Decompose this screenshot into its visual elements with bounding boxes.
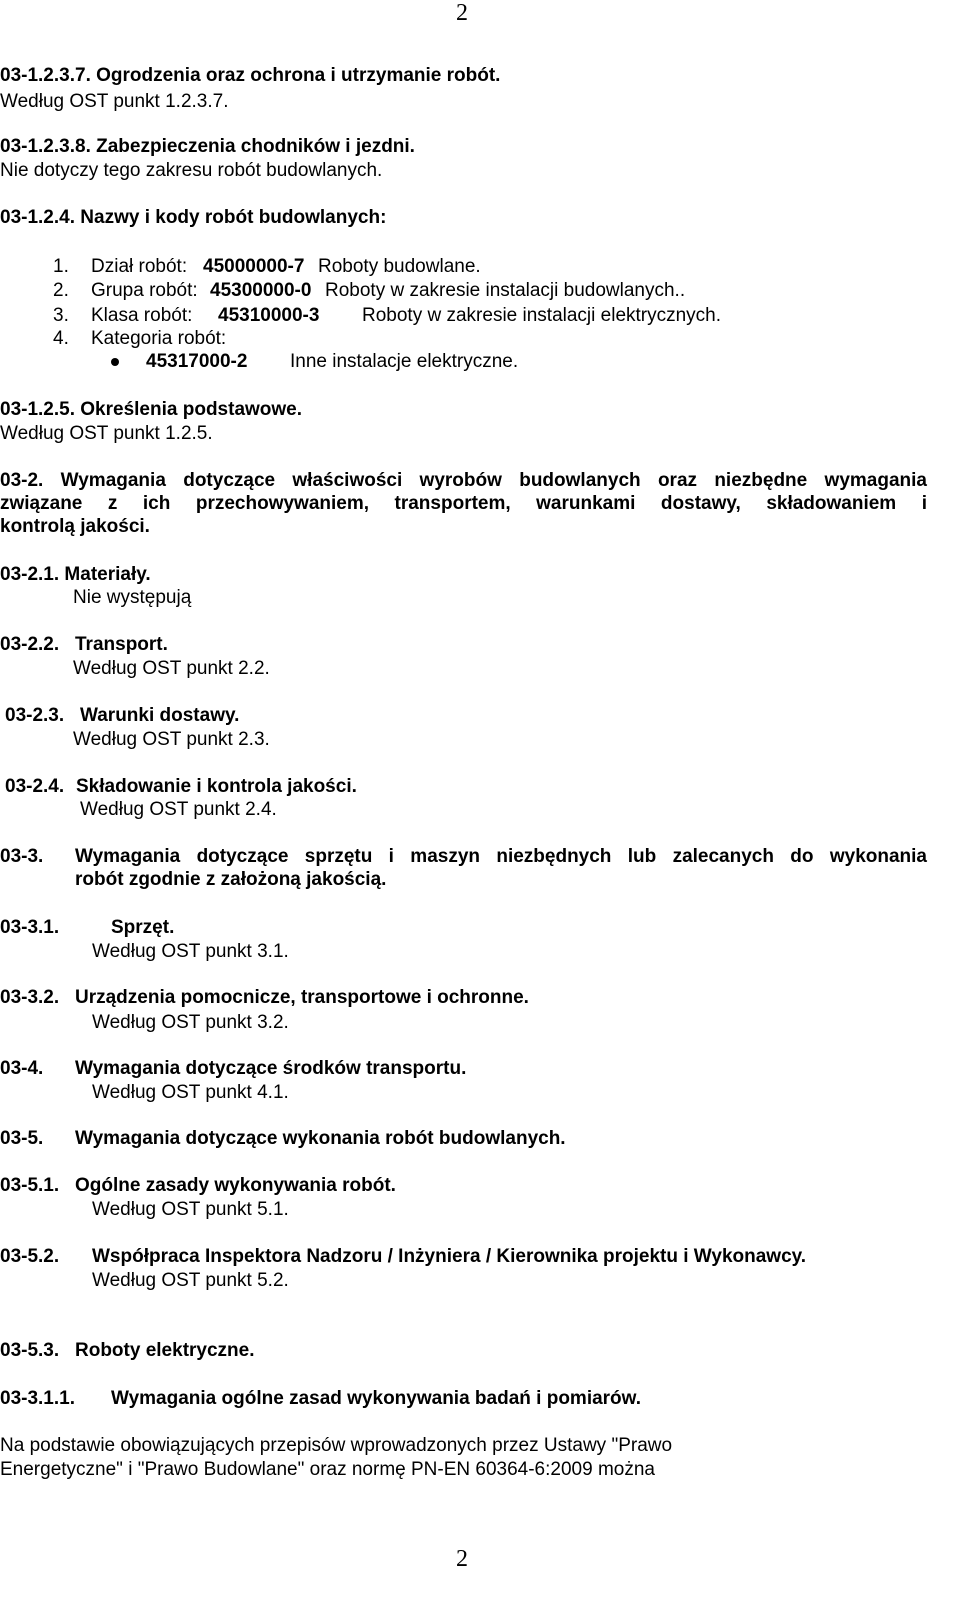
- section-heading: 03-1.2.5. Określenia podstawowe.: [0, 399, 303, 420]
- section-number: 03-2.: [0, 470, 44, 491]
- bullet-icon: [111, 358, 119, 366]
- list-label: Dział robót:: [91, 256, 188, 277]
- section-text: Według OST punkt 2.4.: [80, 799, 277, 820]
- section-number: 03-2.3.: [5, 705, 65, 726]
- section-text: Według OST punkt 1.2.3.7.: [0, 91, 229, 112]
- section-number: 03-5.3.: [0, 1340, 60, 1361]
- list-label: Grupa robót:: [91, 280, 198, 301]
- section-title: Roboty elektryczne.: [75, 1340, 255, 1361]
- section-heading: 03-1.2.3.7. Ogrodzenia oraz ochrona i utrzymanie robót.: [0, 65, 501, 86]
- list-code: 45000000-7: [203, 256, 305, 277]
- section-heading: 03-1.2.4. Nazwy i kody robót budowlanych:: [0, 207, 387, 228]
- section-text: Według OST punkt 5.1.: [92, 1199, 289, 1220]
- section-text: Nie występują: [73, 587, 192, 608]
- section-title: Wymagania ogólne zasad wykonywania badań i pomiarów.: [111, 1388, 642, 1409]
- section-title: Urządzenia pomocnicze, transportowe i ochronne.: [75, 987, 529, 1008]
- section-number: 03-2.4.: [5, 776, 65, 797]
- section-heading: 03-2.1. Materiały.: [0, 564, 151, 585]
- section-heading-line: [0, 470, 927, 492]
- list-description: Roboty w zakresie instalacji elektrycznych.: [362, 305, 722, 326]
- list-code: 45300000-0: [210, 280, 312, 301]
- section-text: Według OST punkt 5.2.: [92, 1270, 289, 1291]
- section-number: 03-5.1.: [0, 1175, 60, 1196]
- paragraph-line: Na podstawie obowiązujących przepisów wprowadzonych przez Ustawy "Prawo: [0, 1435, 673, 1456]
- section-title: Ogólne zasady wykonywania robót.: [75, 1175, 396, 1196]
- section-number: 03-2.2.: [0, 634, 60, 655]
- section-number: 03-3.2.: [0, 987, 60, 1008]
- list-number: 2.: [53, 280, 69, 301]
- section-heading-line: kontrolą jakości.: [0, 516, 150, 537]
- section-text: Według OST punkt 3.2.: [92, 1012, 289, 1033]
- page-number-bottom: 2: [456, 1546, 468, 1572]
- list-description: Roboty budowlane.: [318, 256, 481, 277]
- section-text: Według OST punkt 1.2.5.: [0, 423, 213, 444]
- section-title: robót zgodnie z założoną jakością.: [75, 869, 387, 890]
- section-text: Według OST punkt 2.2.: [73, 658, 270, 679]
- list-label: Klasa robót:: [91, 305, 193, 326]
- section-number: 03-5.2.: [0, 1246, 60, 1267]
- section-text: Nie dotyczy tego zakresu robót budowlanych.: [0, 160, 383, 181]
- section-number: 03-3.1.1.: [0, 1388, 75, 1409]
- section-title: Sprzęt.: [111, 917, 175, 938]
- list-label: Kategoria robót:: [91, 328, 227, 349]
- section-title: Wymagania dotyczące wykonania robót budowlanych.: [75, 1128, 566, 1149]
- section-title: Wymagania dotyczące środków transportu.: [75, 1058, 467, 1079]
- list-description: Roboty w zakresie instalacji budowlanych..: [325, 280, 686, 301]
- section-text: Według OST punkt 3.1.: [92, 941, 289, 962]
- section-heading-text: Wymagania dotyczące właściwości wyrobów budowlanych oraz niezbędne wymagania: [60, 470, 927, 491]
- section-number: 03-4.: [0, 1058, 44, 1079]
- list-code: 45310000-3: [218, 305, 320, 326]
- bullet-code: 45317000-2: [146, 351, 248, 372]
- section-number: 03-3.: [0, 846, 44, 867]
- section-heading-line: związane z ich przechowywaniem, transportem, warunkami dostawy, składowaniem i: [0, 493, 927, 514]
- section-number: 03-5.: [0, 1128, 44, 1149]
- section-text: Według OST punkt 4.1.: [92, 1082, 289, 1103]
- section-title: Wymagania dotyczące sprzętu i maszyn niezbędnych lub zalecanych do wykonania: [75, 846, 927, 867]
- bullet-description: Inne instalacje elektryczne.: [290, 351, 519, 372]
- section-title: Składowanie i kontrola jakości.: [76, 776, 357, 797]
- list-number: 1.: [53, 256, 69, 277]
- section-title: Warunki dostawy.: [80, 705, 240, 726]
- section-title: Współpraca Inspektora Nadzoru / Inżyniera / Kierownika projektu i Wykonawcy.: [92, 1246, 807, 1267]
- section-title: Transport.: [75, 634, 168, 655]
- paragraph-line: Energetyczne" i "Prawo Budowlane" oraz normę PN-EN 60364-6:2009 można: [0, 1459, 655, 1480]
- list-number: 3.: [53, 305, 69, 326]
- page-number-top: 2: [456, 0, 468, 26]
- section-text: Według OST punkt 2.3.: [73, 729, 270, 750]
- section-number: 03-3.1.: [0, 917, 60, 938]
- list-number: 4.: [53, 328, 69, 349]
- section-heading: 03-1.2.3.8. Zabezpieczenia chodników i jezdni.: [0, 136, 415, 157]
